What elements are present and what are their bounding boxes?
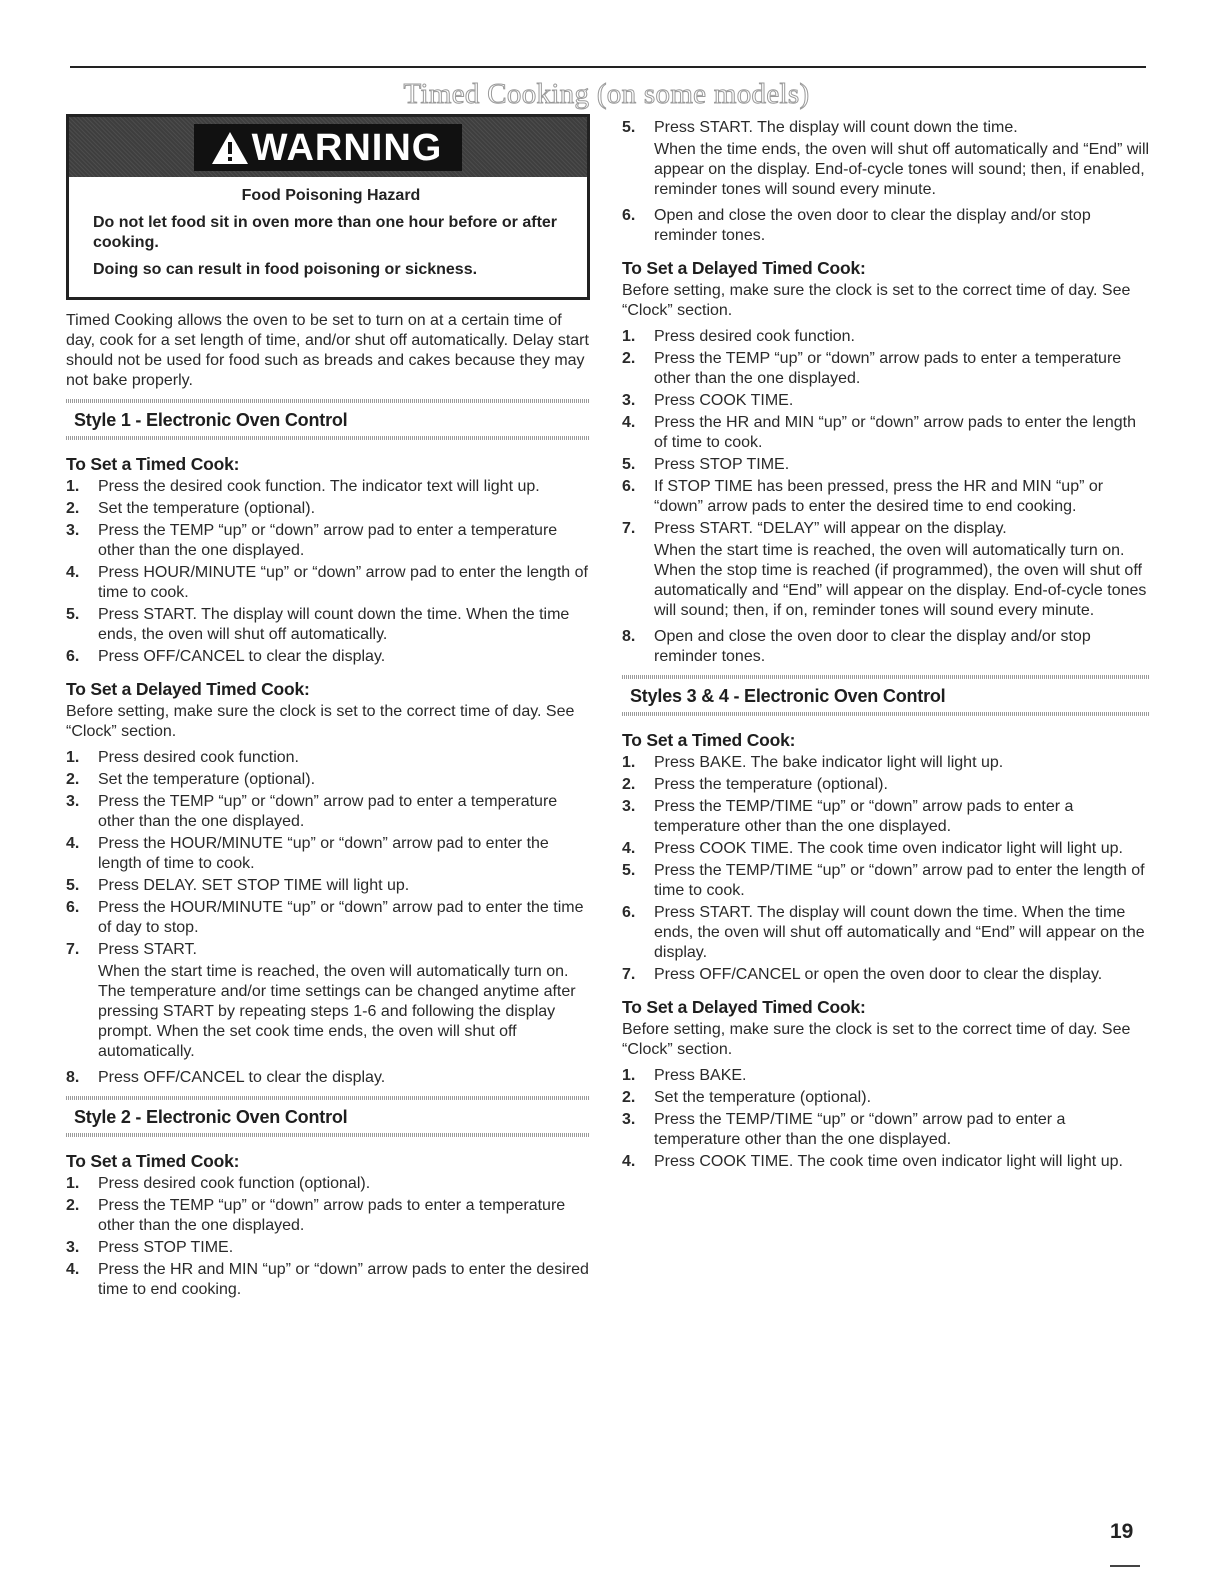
section-style-2 — [66, 1096, 590, 1137]
step-note: When the start time is reached, the oven will automatically turn on. When the stop time is reached (if programmed), the oven will shut off automatically and “End” will appear on the display. End-of-cycle tones will sound; then, if on, reminder tones will sound every minute. — [654, 542, 1147, 619]
list-item: 1. Press the desired cook function. The indicator text will light up. — [66, 478, 540, 495]
list-item: 6. Press the HOUR/MINUTE “up” or “down” arrow pad to enter the time of day to stop. — [66, 899, 584, 936]
list-item: 2. Set the temperature (optional). — [66, 771, 316, 788]
left-column — [66, 114, 590, 1302]
list-item: 5. Press DELAY. SET STOP TIME will light up. — [66, 877, 410, 894]
list-item: 1. Press BAKE. — [622, 1067, 747, 1084]
list-item: 5. Press the TEMP/TIME “up” or “down” arrow pad to enter the length of time to cook. — [622, 862, 1145, 899]
list-item: 5. Press STOP TIME. — [622, 456, 790, 473]
subheading-delayed-cook: To Set a Delayed Timed Cook: — [622, 997, 866, 1017]
right-column — [622, 118, 1150, 1174]
bottom-mark — [1110, 1565, 1140, 1567]
list-item: 3. Press the TEMP/TIME “up” or “down” arrow pad to enter a temperature other than the one displayed. — [622, 1111, 1066, 1148]
list-item: 7. Press OFF/CANCEL or open the oven door to clear the display. — [622, 966, 1103, 983]
list-item: 2. Press the TEMP “up” or “down” arrow pads to enter a temperature other than the one displayed. — [622, 350, 1122, 387]
list-item: 4. Press the HR and MIN “up” or “down” arrow pads to enter the length of time to cook. — [622, 414, 1136, 451]
warning-triangle-icon — [210, 130, 250, 166]
list-item: 5. Press START. The display will count down the time. When the time ends, the oven will shut off automatically. — [66, 606, 570, 643]
list-item: 2. Press the TEMP “up” or “down” arrow pads to enter a temperature other than the one displayed. — [66, 1197, 566, 1234]
subheading-timed-cook: To Set a Timed Cook: — [622, 730, 796, 750]
band-rule-bottom — [66, 436, 590, 440]
list-item: 3. Press the TEMP “up” or “down” arrow pad to enter a temperature other than the one displayed. — [66, 793, 558, 830]
subheading-delayed-cook: To Set a Delayed Timed Cook: — [66, 679, 310, 699]
band-rule-bottom — [622, 712, 1150, 716]
list-item: 2. Set the temperature (optional). — [622, 1089, 872, 1106]
subheading-timed-cook: To Set a Timed Cook: — [66, 1151, 240, 1171]
subheading-timed-cook: To Set a Timed Cook: — [66, 454, 240, 474]
band-rule-bottom — [66, 1133, 590, 1137]
warning-line-2: Doing so can result in food poisoning or sickness. — [93, 261, 478, 278]
list-item: 7. Press START. — [66, 941, 197, 958]
list-item: 4. Press HOUR/MINUTE “up” or “down” arrow pad to enter the length of time to cook. — [66, 564, 588, 601]
warning-label: WARNING — [251, 126, 443, 169]
list-item: 1. Press desired cook function. — [622, 328, 855, 345]
step-note: When the time ends, the oven will shut off automatically and “End” will appear on the display. End-of-cycle tones will sound; then, if enabled, reminder tones will sound every minute. — [654, 141, 1150, 198]
list-item: 6. Press START. The display will count down the time. When the time ends, the oven will shut off automatically and “End” will appear on the display. — [622, 904, 1145, 961]
step-note: When the start time is reached, the oven will automatically turn on. The temperature and/or time settings can be changed anytime after pressing START by repeating steps 1-6 and following the display prompt. When the set cook time ends, the oven will shut off automatically. — [98, 963, 576, 1060]
page-number: 19 — [1110, 1520, 1134, 1543]
intro-paragraph: Timed Cooking allows the oven to be set to turn on at a certain time of day, cook for a set length of time, and/or shut off automatically. Delay start should not be used for food such as breads and cakes because they may not bake properly. — [66, 312, 589, 389]
list-item: 8. Open and close the oven door to clear the display and/or stop reminder tones. — [622, 628, 1091, 665]
delayed-intro: Before setting, make sure the clock is set to the correct time of day. See “Clock” section. — [622, 282, 1131, 319]
list-item: 3. Press the TEMP “up” or “down” arrow pad to enter a temperature other than the one displayed. — [66, 522, 558, 559]
list-item: 1. Press desired cook function (optional). — [66, 1175, 371, 1192]
page-title: Timed Cooking (on some models) — [403, 78, 810, 110]
list-item: 3. Press COOK TIME. — [622, 392, 794, 409]
list-item: 3. Press the TEMP/TIME “up” or “down” arrow pads to enter a temperature other than the one displayed. — [622, 798, 1074, 835]
section-style-1 — [66, 399, 590, 440]
warning-hazard: Food Poisoning Hazard — [241, 187, 421, 204]
list-item: 5. Press START. The display will count down the time. — [622, 119, 1018, 136]
top-rule — [70, 66, 1146, 68]
list-item: 3. Press STOP TIME. — [66, 1239, 234, 1256]
list-item: 4. Press COOK TIME. The cook time oven indicator light will light up. — [622, 1153, 1123, 1170]
list-item: 6. If STOP TIME has been pressed, press the HR and MIN “up” or “down” arrow pads to enter the desired time to end cooking. — [622, 478, 1104, 515]
warning-box — [66, 114, 590, 300]
section-style-3-4 — [622, 675, 1150, 716]
list-item: 2. Set the temperature (optional). — [66, 500, 316, 517]
list-item: 4. Press the HR and MIN “up” or “down” arrow pads to enter the desired time to end cooking. — [66, 1261, 589, 1298]
section-title: Style 1 - Electronic Oven Control — [74, 410, 348, 430]
list-item: 1. Press BAKE. The bake indicator light will light up. — [622, 754, 1004, 771]
delayed-intro: Before setting, make sure the clock is set to the correct time of day. See “Clock” section. — [66, 703, 575, 740]
section-title: Styles 3 & 4 - Electronic Oven Control — [630, 686, 946, 706]
list-item: 6. Open and close the oven door to clear the display and/or stop reminder tones. — [622, 207, 1091, 244]
delayed-intro: Before setting, make sure the clock is set to the correct time of day. See “Clock” section. — [622, 1021, 1131, 1058]
warning-line-1: Do not let food sit in oven more than one hour before or after cooking. — [93, 214, 558, 251]
section-title: Style 2 - Electronic Oven Control — [74, 1107, 348, 1127]
list-item: 1. Press desired cook function. — [66, 749, 299, 766]
warning-header — [69, 117, 587, 177]
warning-body — [69, 177, 587, 297]
list-item: 8. Press OFF/CANCEL to clear the display. — [66, 1069, 386, 1086]
list-item: 2. Press the temperature (optional). — [622, 776, 888, 793]
subheading-delayed-cook: To Set a Delayed Timed Cook: — [622, 258, 866, 278]
list-item: 6. Press OFF/CANCEL to clear the display. — [66, 648, 386, 665]
warning-label-tab — [194, 124, 463, 171]
list-item: 7. Press START. “DELAY” will appear on the display. — [622, 520, 1007, 537]
list-item: 4. Press COOK TIME. The cook time oven indicator light will light up. — [622, 840, 1123, 857]
list-item: 4. Press the HOUR/MINUTE “up” or “down” arrow pad to enter the length of time to cook. — [66, 835, 549, 872]
